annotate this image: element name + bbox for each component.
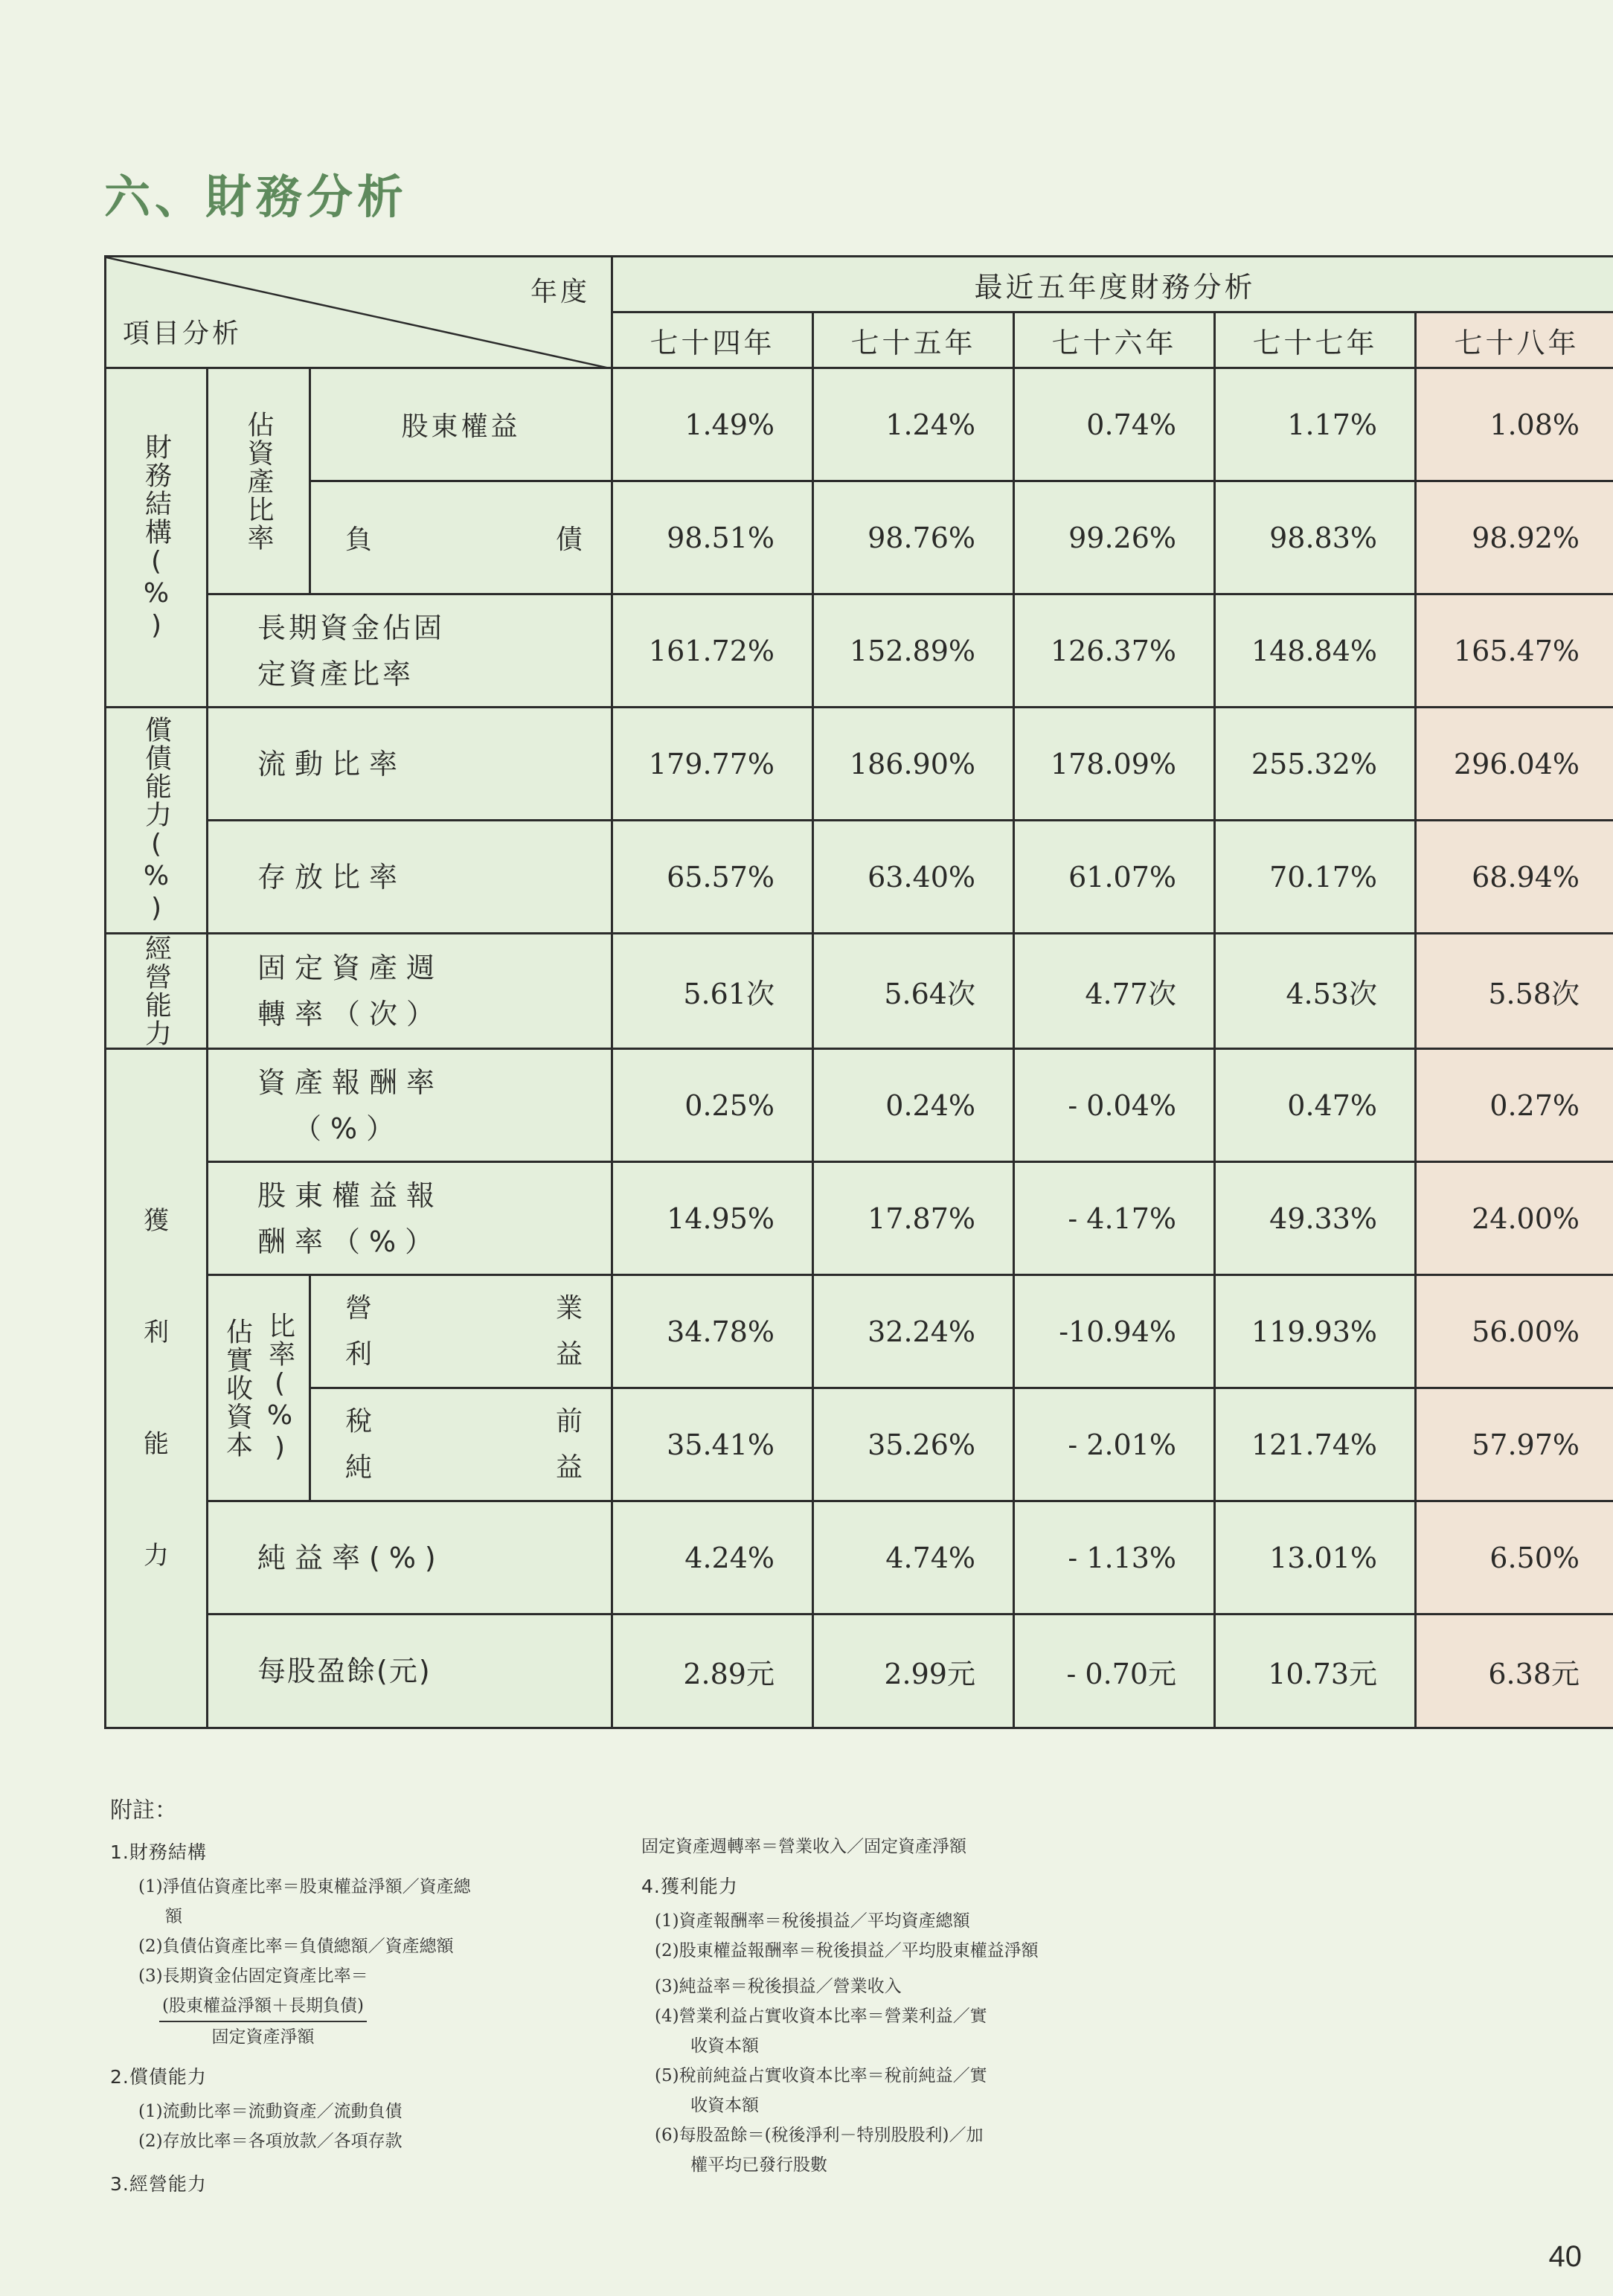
note-line: (3)長期資金佔固定資產比率＝ (138, 1966, 368, 1986)
cell-value: 65.57% (612, 821, 813, 934)
cell-value: 4.24% (612, 1501, 813, 1614)
group-financial-structure: 財務結構(%) (106, 368, 208, 708)
cell-value: 34.78% (612, 1275, 813, 1388)
cell-value: 13.01% (1215, 1501, 1416, 1614)
notes-left (110, 1792, 676, 2204)
year-header-78: 七十八年 (1416, 312, 1613, 368)
row-label-roa: 資產報酬率 （%） (208, 1049, 612, 1162)
note-line: (1)流動比率＝流動資產／流動負債 (138, 2102, 403, 2121)
cell-value: 1.17% (1215, 368, 1416, 481)
group-asset-ratio: 佔資產比率 (208, 368, 310, 594)
group-profitability: 獲 利 能 力 (106, 1049, 208, 1728)
row-label-pretax-income: 稅 前 純 益 (310, 1388, 612, 1501)
span-title: 最近五年度財務分析 (612, 257, 1613, 312)
row-label-asset-turnover: 固定資產週 轉率（次） (208, 934, 612, 1049)
year-header-76: 七十六年 (1014, 312, 1215, 368)
cell-value: 6.50% (1416, 1501, 1613, 1614)
cell-value: 14.95% (612, 1162, 813, 1275)
table-row (106, 481, 1613, 594)
note-line: 收資本額 (690, 2096, 759, 2115)
cell-value: 61.07% (1014, 821, 1215, 934)
cell-value: 1.49% (612, 368, 813, 481)
table-row (106, 594, 1613, 708)
cell-value: 165.47% (1416, 594, 1613, 708)
cell-value: -10.94% (1014, 1275, 1215, 1388)
corner-item-label: 項目分析 (123, 318, 243, 349)
cell-value: 10.73元 (1215, 1614, 1416, 1728)
cell-value: 161.72% (612, 594, 813, 708)
row-label-liabilities: 負 債 (310, 481, 612, 594)
table-row (106, 1049, 1613, 1162)
note-line: (6)每股盈餘＝(稅後淨利－特別股股利)／加 (655, 2126, 984, 2145)
cell-value: 35.26% (813, 1388, 1014, 1501)
cell-value: 152.89% (813, 594, 1014, 708)
table-row (106, 821, 1613, 934)
cell-value: 1.08% (1416, 368, 1613, 481)
cell-value: 186.90% (813, 708, 1014, 821)
cell-value: 148.84% (1215, 594, 1416, 708)
table-row (106, 1614, 1613, 1728)
group-solvency: 償債能力(%) (106, 708, 208, 934)
cell-value: - 4.17% (1014, 1162, 1215, 1275)
cell-value: 5.58次 (1416, 934, 1613, 1049)
row-label-deposit-ratio: 存放比率 (208, 821, 612, 934)
cell-value: 5.64次 (813, 934, 1014, 1049)
table-row (106, 1388, 1613, 1501)
cell-value: 49.33% (1215, 1162, 1416, 1275)
row-label-net-margin: 純益率(%) (208, 1501, 612, 1614)
notes-title: 附註： (110, 1798, 177, 1824)
financial-analysis-table (104, 255, 1613, 1729)
cell-value: 98.83% (1215, 481, 1416, 594)
financial-analysis-table-wrap (104, 255, 1613, 1729)
cell-value: 4.77次 (1014, 934, 1215, 1049)
cell-value: 2.99元 (813, 1614, 1014, 1728)
cell-value: 1.24% (813, 368, 1014, 481)
table-row (106, 934, 1613, 1049)
cell-value: 68.94% (1416, 821, 1613, 934)
cell-value: - 2.01% (1014, 1388, 1215, 1501)
table-row (106, 368, 1613, 481)
cell-value: 255.32% (1215, 708, 1416, 821)
row-label-current-ratio: 流動比率 (208, 708, 612, 821)
cell-value: 0.74% (1014, 368, 1215, 481)
notes-section-1: 1.財務結構 (110, 1841, 207, 1863)
note-fraction (110, 1991, 367, 2052)
cell-value: 178.09% (1014, 708, 1215, 821)
table-row (106, 708, 1613, 821)
year-header-77: 七十七年 (1215, 312, 1416, 368)
cell-value: 0.25% (612, 1049, 813, 1162)
cell-value: 121.74% (1215, 1388, 1416, 1501)
cell-value: 99.26% (1014, 481, 1215, 594)
group-capital-ratio: 佔實收資本 比率(%) (208, 1275, 310, 1501)
note-line: 固定資產週轉率＝營業收入／固定資產淨額 (641, 1837, 966, 1856)
notes-section-2: 2.償債能力 (110, 2066, 207, 2088)
corner-year-label: 年度 (530, 277, 590, 307)
cell-value: 126.37% (1014, 594, 1215, 708)
group-operating: 經營能力 (106, 934, 208, 1049)
notes-section-3: 3.經營能力 (110, 2173, 207, 2195)
cell-value: 2.89元 (612, 1614, 813, 1728)
cell-value: 0.27% (1416, 1049, 1613, 1162)
note-line: (1)資產報酬率＝稅後損益／平均資產總額 (655, 1911, 970, 1931)
cell-value: 0.24% (813, 1049, 1014, 1162)
row-label-longterm-funds: 長期資金佔固 定資產比率 (208, 594, 612, 708)
cell-value: - 1.13% (1014, 1501, 1215, 1614)
row-label-eps: 每股盈餘(元) (208, 1614, 612, 1728)
table-row (106, 1162, 1613, 1275)
note-line: (5)稅前純益占實收資本比率＝稅前純益／實 (655, 2066, 987, 2085)
cell-value: 70.17% (1215, 821, 1416, 934)
note-line: (4)營業利益占實收資本比率＝營業利益／實 (655, 2007, 987, 2026)
note-line: (2)存放比率＝各項放款／各項存款 (138, 2132, 403, 2151)
year-header-75: 七十五年 (813, 312, 1014, 368)
notes-section-4: 4.獲利能力 (641, 1876, 738, 1897)
cell-value: 56.00% (1416, 1275, 1613, 1388)
note-line: 權平均已發行股數 (690, 2155, 827, 2175)
cell-value: 57.97% (1416, 1388, 1613, 1501)
note-line: (3)純益率＝稅後損益／營業收入 (655, 1977, 902, 1996)
header-corner-cell (106, 257, 612, 368)
cell-value: 24.00% (1416, 1162, 1613, 1275)
note-line: 收資本額 (690, 2036, 759, 2056)
cell-value: 179.77% (612, 708, 813, 821)
cell-value: 98.76% (813, 481, 1014, 594)
cell-value: 119.93% (1215, 1275, 1416, 1388)
cell-value: - 0.70元 (1014, 1614, 1215, 1728)
fraction-denominator: 固定資產淨額 (211, 2027, 315, 2047)
note-line: (2)股東權益報酬率＝稅後損益／平均股東權益淨額 (655, 1941, 1039, 1960)
cell-value: 4.74% (813, 1501, 1014, 1614)
year-header-74: 七十四年 (612, 312, 813, 368)
cell-value: 63.40% (813, 821, 1014, 934)
row-label-roe: 股東權益報 酬率（%） (208, 1162, 612, 1275)
table-row (106, 1275, 1613, 1388)
cell-value: 6.38元 (1416, 1614, 1613, 1728)
cell-value: - 0.04% (1014, 1049, 1215, 1162)
page-title: 六、財務分析 (104, 170, 408, 224)
note-line: (1)淨值佔資產比率＝股東權益淨額／資產總 (138, 1877, 471, 1896)
cell-value: 5.61次 (612, 934, 813, 1049)
table-row (106, 1501, 1613, 1614)
page-number: 40 (1548, 2240, 1582, 2273)
cell-value: 17.87% (813, 1162, 1014, 1275)
note-line: 額 (165, 1907, 182, 1926)
row-label-equity: 股東權益 (310, 368, 612, 481)
cell-value: 0.47% (1215, 1049, 1416, 1162)
cell-value: 296.04% (1416, 708, 1613, 821)
cell-value: 98.51% (612, 481, 813, 594)
notes-right (641, 1832, 1251, 2180)
cell-value: 35.41% (612, 1388, 813, 1501)
row-label-operating-income: 營 業 利 益 (310, 1275, 612, 1388)
note-line: (2)負債佔資產比率＝負債總額／資產總額 (138, 1937, 454, 1956)
bleed-through-text (1086, 134, 1110, 195)
cell-value: 32.24% (813, 1275, 1014, 1388)
cell-value: 98.92% (1416, 481, 1613, 594)
fraction-numerator: (股東權益淨額＋長期負債) (159, 1991, 367, 2022)
cell-value: 4.53次 (1215, 934, 1416, 1049)
